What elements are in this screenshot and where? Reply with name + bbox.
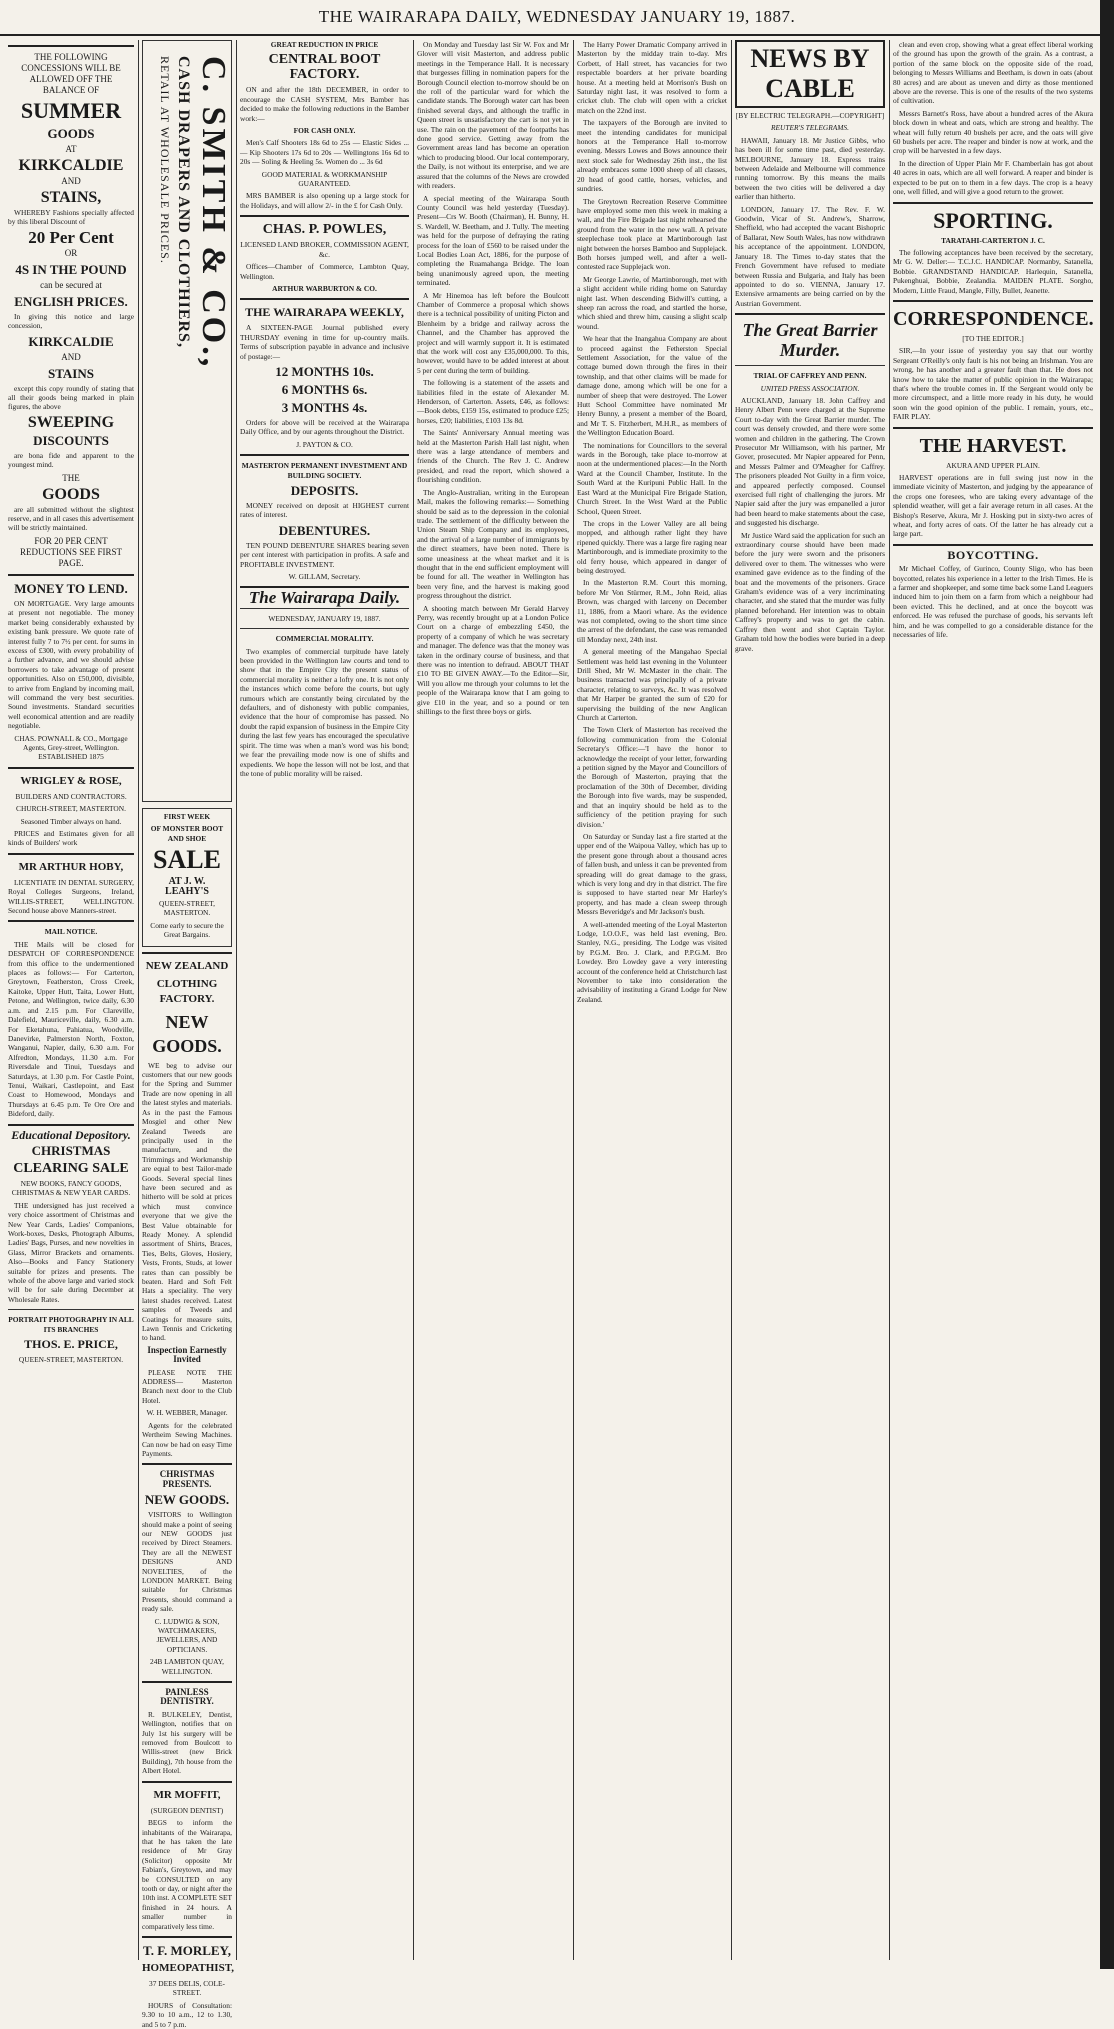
news-item: A general meeting of the Mangahao Special Settlement was held last evening in the Volunteer Drill Shed, Mr W. McMaster in the chair. The business transacted was principally of a private character, relating to surveys, &c. It was resolved that Mr Harper be granted the sum of £20 for supervising the building of the new Anglican Church at Carterton. <box>577 647 727 723</box>
central-boot-heading: CENTRAL BOOT FACTORY. <box>268 52 381 83</box>
clearing-heading: CLEARING SALE <box>13 1160 129 1176</box>
prices-text: PRICES and Estimates given for all kinds of Builders' work <box>8 829 134 848</box>
ludwig-text: C. LUDWIG & SON, WATCHMAKERS, JEWELLERS, AND OPTICIANS. <box>154 1616 220 1654</box>
news-item: We hear that the Inangahua Company are about to proceed against the Fetherston Special Settlement Association, for the value of the cottage bumed down through the fires in their township, and that other claims will be made for damage done, among which will be one for a number of sheep that were destroyed. The Lower Hutt School Committee have nominated Mr Henry Bunny, a present a member of the Board, and Mr T. S. Fitzherbert, M.H.R., as members of the Wellington Education Board. <box>577 334 727 438</box>
material-guarantee: GOOD MATERIAL & WORKMANSHIP GUARANTEED. <box>261 169 388 189</box>
column-news-4 <box>417 40 569 1960</box>
news-item: A shooting match between Mr Gerald Harvey Perry, was recently brought up at a London Police Court on a charge of embezzling £450, the property of a company of which he was secretary and manager. The defence was that the money was taken in the ordinary course of business, and that there was no intention to defraud. ABOUT THAT £10 TO BE GIVEN AWAY.—To the Editor—Sir, Will you allow me through your columns to let the people of the Wairarapa know that I am going to give £10 in the year, and so a pound or ten shillings to the first three boys or girls. <box>417 603 569 717</box>
pownall-signature: CHAS. POWNALL & CO., Mortgage Agents, Grey-street, Wellington. ESTABLISHED 1875 <box>14 733 128 762</box>
harvest-item: In the direction of Upper Plain Mr F. Chamberlain has got about 40 acres in oats, which are all well forward. A reaper and binder is expected to be put on to them in a few days. The crop is a heavy one, well filled, and will give a good return to the grower. <box>893 158 1093 197</box>
powles-subheading: LICENSED LAND BROKER, COMMISSION AGENT, &c. <box>240 240 409 259</box>
months-12: 12 MONTHS 10s. <box>275 363 374 379</box>
news-by-cable-heading: NEWS BY CABLE <box>735 40 885 108</box>
news-item: The Harry Power Dramatic Company arrived in Masterton by the midday train to-day. Mrs Corbett, of Hall street, has vacancies for two respectable boarders at her private boarding house. At a meeting held at Morrison's Bush on Saturday night last, it was resolved to form a cricket club. The club will open with a cricket match on the 22nd inst. <box>577 40 727 115</box>
notice-text: In giving this notice and large concession, <box>8 311 134 331</box>
christmas-heading: CHRISTMAS <box>31 1142 111 1158</box>
leahy-address: QUEEN-STREET, MASTERTON. <box>159 899 215 918</box>
bulkeley-text: R. BULKELEY, Dentist, Wellington, notifies that on July 1st his surgery will be removed from Boulcott to Willis-street (new Brick Building), 7th house from the Albert Hotel. <box>142 1709 232 1776</box>
news-item: On Monday and Tuesday last Sir W. Fox and Mr Glover will visit Masterton, and address public meetings in the Temperance Hall. It is necessary that burgesses filling in nomination papers for the Borough Council election to-morrow should be on the roll of the particular ward for which the candidate stands. The Borough water cart has been finished several days, and although the traffic in Queen street is unsatisfactory the cart is not yet in use. The rain on the pavement of the footpaths has done good service. Getting away from the Government areas land has become an operation which to producing blood. Our local contemporary, the Daily, is not without its enterprise, and we are assured that the columns of the News are crowded with readers. <box>417 40 569 191</box>
percent-heading: 20 Per Cent <box>28 227 114 247</box>
barrier-murder-heading: The Great Barrier Murder. <box>742 320 878 361</box>
bona-fide-text: are bona fide and apparent to the youngest mind. <box>8 450 134 470</box>
agents-text: Agents for the celebrated Wertheim Sewing Machines. Can now be had on easy Time Payments. <box>142 1420 232 1458</box>
english-prices: ENGLISH PRICES. <box>14 293 128 309</box>
column-rule <box>889 40 890 1960</box>
cash-only-text: FOR CASH ONLY. <box>293 126 356 136</box>
hoby-heading: MR ARTHUR HOBY, <box>18 860 124 873</box>
mail-body: THE Mails will be closed for DESPATCH OF CORRESPONDENCE from this office to the undermentioned places as follows:— For Carterton, Greytown, Featherston, Cross Creek, Kaitoke, Upper Hutt, Taita, Lower Hutt, Petone, and Wellington, twice daily, 6.30 a.m. and 2.15 p.m. For Clareville, Dalefield, Mauriceville, daily, 6.30 a.m. For Eketahuna, Pahiatua, Woodville, Danevirke, Palmerston North, Foxton, Wanganui, Napier, daily, 6.30 a.m. For Alfredton, Mondays, 11.30 a.m. For Riversdale and Tinui, Tuesdays and Saturdays, at 1.30 p.m. For Castle Point, Tenui, Waikari, Castlepoint, and East Coast to Homewood, Mondays and Thursdays at 6.45 p.m. Te Ore Ore and Bideford, daily. <box>8 939 134 1119</box>
column-rule <box>236 40 237 1960</box>
great-reduction-text: GREAT REDUCTION IN PRICE <box>270 40 379 49</box>
money-body: ON MORTGAGE. Very large amounts at present not negotiable. The money market being considerably exhausted by existing bank pressure. We quote rate of interest fully 7 to 7½ per cent. for sums in excess of £300, with every probability of a further advance, and we should advise borrowers to take advantage of present opportunities. Also on £50,000, divisible, to arrive from England by incoming mail, will command the very best securities. Sound investments. Standard securities well economical attention and are readily negotiable. <box>8 598 134 731</box>
news-item: The taxpayers of the Borough are invited to meet the intending candidates for municipal honors at the Temperance Hall to-morrow evening. Messrs Lowes and Bows announce their next stock sale for Wednesday 26th inst., the list already embraces some 1000 sheep of all classes, 20 head of good cattle, horses, vehicles, and sundries. <box>577 118 727 194</box>
wrigley-heading: WRIGLEY & ROSE, <box>20 774 122 787</box>
monster-text: OF MONSTER BOOT AND SHOE <box>150 824 224 843</box>
commercial-heading: COMMERCIAL MORALITY. <box>275 634 374 644</box>
trial-body: AUCKLAND, January 18. John Caffrey and Henry Albert Penn were charged at the Supreme Court to-day with the Great Barrier murder. The court was densely crowded, and there were some women and children in the gathering. The Crown Prosecutor Mr Williamson, with his partner, Mr Gover, prosecuted. Mr Napier appeared for Penn, and Messrs Palmer and O'Meagher for Caffrey. The prisoners pleaded Not Guilty in a firm voice, and appeared perfectly composed. Counsel exercised full right of challenging the jurors. Mr Napier said after the jury was empanelled a juror had been heard to make statements about the case, and suggested his discharge. <box>735 395 885 528</box>
cable-subheading: [BY ELECTRIC TELEGRAPH.—COPYRIGHT] <box>735 111 885 120</box>
harvest-item: clean and even crop, showing what a great effect liberal working of the ground has upon the growth of the grain. As a contrast, a portion of the same block on the opposite side of the road, belonging to Messrs Williams and Beetham, is down in oats (about 80 acres) and are about as uneven and dirty as those mentioned above are the reverse. This is one of the results of the two systems of cultivation. <box>893 40 1093 106</box>
visitors-text: VISITORS to Wellington should make a point of seeing our NEW GOODS just received by Direct Steamers. They are all the NEWEST DESIGNS AND NOVELTIES, of the LONDON MARKET. Being suitable for Christmas Presents, should command a ready sale. <box>142 1510 232 1614</box>
news-item: The Town Clerk of Masterton has received the following communication from the Colonial Secretary's Office:—'I have the honor to acknowledge the receipt of your letter, forwarding a petition signed by the Mayor and Councillors of the Borough of Masterton, praying that the proclamation of the 30th of December, dividing the Borough into five wards, may be suspended, and that an inquiry should be held as to the sufficiency of the petition praying for such division.' <box>577 725 727 829</box>
column-rule <box>413 40 414 1960</box>
gillam-signature: W. GILLAM, Secretary. <box>288 572 361 581</box>
deposits-body: MONEY received on deposit at HIGHEST current rates of interest. <box>240 500 409 520</box>
stains-heading: STAINS, <box>40 189 102 206</box>
leahy-name: AT J. W. LEAHY'S <box>165 876 209 897</box>
goods-heading: GOODS <box>47 126 95 141</box>
harvest-heading: THE HARVEST. <box>919 434 1067 457</box>
address-note: PLEASE NOTE THE ADDRESS— Masterton Branch next door to the Club Hotel. <box>142 1367 232 1405</box>
powles-body: Offices—Chamber of Commerce, Lambton Quay, Wellington. <box>240 262 409 281</box>
building-society-heading: MASTERTON PERMANENT INVESTMENT AND BUILDING SOCIETY. <box>241 461 408 480</box>
goods-heading-2: GOODS <box>42 485 100 503</box>
christmas-presents-heading: CHRISTMAS PRESENTS. <box>159 1469 215 1489</box>
news-item: The Greytown Recreation Reserve Committee have employed some men this week in making a wall, and the Fire Brigade last night rehearsed the ground from the water in the new wall. A private steeplechase took place at Martinborough last night between the horses Bamboo and Supplejack. Both horses jumped well, and after a well-contested race Supplejack won. <box>577 196 727 272</box>
sale-heading: SALE <box>153 845 221 875</box>
column-rule <box>731 40 732 1960</box>
commercial-body: Two examples of commercial turpitude have lately been provided in the Wellington law courts and tend to show that in the Empire City the present status of commercial morality is neither a lofty one. It is not only the instances which come before the courts, but ugly rumours which are constantly being circulated by the defaulters, and of dishonesty with public companies, evidence that the hour of compromise has passed. No doubt the rapid expansion of business in the Empire City during the last few years has encouraged the speculative spirit. The time was when a man's word was his bond; we fear the prevailing mode now is one of shifts and expedients. We hope the lesson will not be lost, and that the tone of public morality will be raised. <box>240 646 409 778</box>
column-news-5 <box>577 40 727 1960</box>
harvest-item: Messrs Barnett's Ross, have about a hundred acres of the Akura block down in wheat and oats, which are strong and healthy. The wheat will fully return 40 bushels per acre, and the oats will give 60 bushels per acre. The reaper and binder is now at work, and the crop will be harvested in a few days. <box>893 108 1093 156</box>
hoby-body: LICENTIATE IN DENTAL SURGERY, Royal Colleges Surgeons, Ireland, WILLIS-STREET, WELLINGTON. Second house above Manners-street. <box>8 877 134 916</box>
clothing-heading: CLOTHING FACTORY. <box>156 977 218 1005</box>
smith-drapers: CASH DRAPERS AND CLOTHIERS, <box>175 56 192 348</box>
kirkcaldie-heading-2: KIRKCALDIE <box>28 333 114 349</box>
page-edge <box>1100 0 1114 1969</box>
column-cable-news <box>735 40 885 1960</box>
leahy-note: Come early to secure the Great Bargains. <box>150 920 224 940</box>
weekly-body: A SIXTEEN-PAGE Journal published every THURSDAY evening in time for up-country mails. Terms of subscription payable in advance and inclusive of postage:— <box>240 323 409 361</box>
money-heading: MONEY TO LEND. <box>14 580 128 596</box>
debentures-heading: DEBENTURES. <box>278 522 371 538</box>
at-text: AT <box>65 144 77 154</box>
boycotting-body: Mr Michael Coffey, of Gurinco, County Sligo, who has been boycotted, relates his experience in a letter to the Irish Times. He is a farmer and shopkeeper, and some time back some Land Leaguers induced him to join them on a farm from which a neighbour had been evicted. This he declined, and at once the boycott was enforced. He was refused the purchase of goods, his servants left him, and he was compelled to go a considerable distance for the necessaries of life. <box>893 564 1093 640</box>
portrait-heading: PORTRAIT PHOTOGRAPHY IN ALL ITS BRANCHES <box>8 1315 134 1334</box>
price-heading: THOS. E. PRICE, <box>24 1337 118 1352</box>
cable-item: LONDON, January 17. The Rev. F. W. Goodwin, Vicar of St. Andrew's, Sharrow, Sheffield, who had accepted the vacant Bishopric of Ballarat, New South Wales, has now withdrawn his acceptance of the appointment. LONDON, January 18. The Times to-day states that the French Government have refused to mediate between Russia and Bulgaria, and Italy has been appointed to do so. VIENNA, January 17. Extensive armaments are being carried on by the Austrian Government. <box>735 204 885 308</box>
news-item: In the Masterton R.M. Court this morning, before Mr Von Stürmer, R.M., John Reid, alias Brown, was charged with larceny on December 11, 1886, from a Maori whare. As the evidence was not completed, owing to the short time since the arrest of the defendant, the case was remanded till Monday next, 24th inst. <box>577 578 727 644</box>
submitted-text: are all submitted without the slightest reserve, and in all cases this advertisement will be strictly maintained. <box>8 504 134 533</box>
homeopathist-heading: HOMEOPATHIST, <box>142 1961 234 1974</box>
news-item: On Saturday or Sunday last a fire started at the upper end of the Waipoua Valley, which has up to the present gone through about a thousand acres of fallen bush, and unless it can be prevented from spreading will do great damage to the grass, which is very long and dry in that district. The fire is supposed to have started near Mr Harley's property, and has made a clean sweep through Messrs Beveridge's and Mr Jackson's bush. <box>577 831 727 917</box>
builders-text: BUILDERS AND CONTRACTORS. <box>15 791 127 801</box>
smith-name: C. SMITH & CO., <box>195 56 232 370</box>
reuter-heading: REUTER'S TELEGRAMS. <box>771 123 849 133</box>
ludwig-address: 24B LAMBTON QUAY, WELLINGTON. <box>150 1657 224 1676</box>
moffit-subheading: (SURGEON DENTIST) <box>150 1805 224 1815</box>
except-text: except this copy roundly of stating that all their goods being marked in plain figures, the above <box>8 383 134 412</box>
educational-heading: Educational Depository. <box>11 1127 131 1142</box>
akura-subheading: AKURA AND UPPER PLAIN. <box>946 460 1040 470</box>
the-text: THE <box>62 472 80 483</box>
secured-text: can be secured at <box>40 279 102 290</box>
or-text: OR <box>64 247 78 258</box>
whereby-text: WHEREBY Fashions specially affected by this liberal Discount of <box>8 208 134 227</box>
news-item: The Saints' Anniversary Annual meeting was held at the Masterton Parish Hall last night, when there was a large attendance of members and friends of the Church. The Rev J. C. Andrew presided, and read the report, which showed a flourishing condition. <box>417 428 569 485</box>
leahy-advert <box>142 808 232 947</box>
central-body: ON and after the 18th DECEMBER, in order to encourage the CASH SYSTEM, Mrs Bamber has decided to make the following reductions in the Bamber work:— <box>240 85 409 123</box>
news-item: The crops in the Lower Valley are all being mopped, and although rather light they have ripened quickly. There was a large fire raging near Martinborough, and is immediate proximity to the old ferry house, which appeared in danger of being destroyed. <box>577 518 727 575</box>
smith-rotated <box>143 56 233 786</box>
pound-heading: 4S IN THE POUND <box>15 261 127 277</box>
and-text-2: AND <box>61 351 81 362</box>
column-rule <box>573 40 574 1960</box>
discounts-heading: DISCOUNTS <box>33 432 109 448</box>
months-3: 3 MONTHS 4s. <box>281 399 368 415</box>
daily-title: The Wairarapa Daily. <box>248 588 401 608</box>
new-books-text: NEW BOOKS, FANCY GOODS, CHRISTMAS & NEW YEAR CARDS. <box>11 1178 131 1198</box>
moffit-body: BEGS to inform the inhabitants of the Wairarapa, that he has taken the late residence of Mr Gray (Solicitor) opposite Mr Fabian's, Greytown, and may be CONSULTED on any tooth or day, or night after the 10th inst. A COMPLETE SET finished in 24 hours. A smaller number in comparatively less time. <box>142 1818 232 1931</box>
smith-retail: RETAIL AT WHOLESALE PRICES. <box>158 56 172 264</box>
trial-body: Mr Justice Ward said the application for such an extraordinary course should have been made before the jury were sworn and the prisoners delivered over to them. The witnesses who were examined gave evidence as to the finding of the boat and the movements of the prisoners. Grace Graham's evidence was of a very incriminating character, and she stated that the murder was fully planned beforehand. Her intention was to obtain Caffrey's property and was to get the cabin. Caffrey then went and shot Captain Taylor. Graham told how the bodies were buried in a deep grave. <box>735 530 885 653</box>
boot-prices: Men's Calf Shooters 18s 6d to 25s — Elastic Sides ... — Kip Shooters 17s 6d to 20s — Wellingtons 16s 6d to 20s — Soling & Heeling 5s. Women do ... 3s 6d <box>240 138 409 167</box>
taratahi-heading: TARATAHI-CARTERTON J. C. <box>941 235 1045 245</box>
morley-hours: HOURS of Consultation: 9.30 to 10 a.m., 12 to 1.30, and 5 to 7 p.m. <box>142 2000 232 2029</box>
news-item: A Mr Hinemoa has left before the Boulcott Chamber of Commerce a proposal which shows there is a technical possibility of uniting Picton and Blenheim by a bridge and railway across the Channel, and the Chamber has approved the project and will warmly support it. It is estimated that the work will cost any £35,000,000. To this, however, would have to be added interest at about 5 per cent during the term of building. <box>417 290 569 375</box>
column-rule <box>138 40 139 1960</box>
timber-text: Seasoned Timber always on hand. <box>20 816 122 826</box>
column-ads-left <box>8 40 134 1960</box>
sporting-body: The following acceptances have been received by the secretary, Mr G. W. Deller:— T.C.J.C. HANDICAP. Normanby, Satanella, Bobbie. GRANDSTAND HANDICAP. Harlequin, Satanella, Pukenghuai, Bobbie, Zealandia. MAIDEN PLATE. Sorgho, Modern, Little Fraud, Mangle, Filly, Bullet, Jeanette. <box>893 247 1093 295</box>
correspondence-body: SIR,—In your issue of yesterday you say that our worthy Sergeant O'Reilly's only fault is his not being an Irishman. You are wrong, he has another and a greater fault than that. He does not know how to take the matter of public opinion in the Wairarapa; that's where the trouble comes in. If the Sergeant would only be more circumspect, and a little more ready in his duty, he would soon win the good opinion of the public. I remain, yours, etc., FAIR PLAY. <box>893 346 1093 422</box>
kirkcaldie-intro: THE FOLLOWING CONCESSIONS WILL BE ALLOWED OFF THE BALANCE OF <box>21 52 121 95</box>
news-item: A special meeting of the Wairarapa South County Council was held yesterday (Tuesday). Present—Crs W. Booth (Chairman), H. Bunny, H. S. Wardell, W. Beetham, and J. Tully. The meeting was held for the purpose of defraying the rating process for the loan of £560 to be raised under the Local Bodies Loan Act, 1886, for the purpose of completing the Ruamahanga Bridge. The loan being unanimously agreed upon, the meeting terminated. <box>417 193 569 288</box>
reductions-note: FOR 20 PER CENT REDUCTIONS SEE FIRST PAGE. <box>19 535 122 568</box>
news-item: The Anglo-Australian, writing in the European Mail, makes the following remarks:— Something should be said as to the depression in the colonial trade. The settlement of the difficulty between the Union Steam Ship Company and its employees, and the arrival of a large number of immigrants by the direct steamers, have been noted. There is some uneasiness at the wheat market and it is thought that in the end sufficient employment will be found for all. The weather in Wellington has been very fine, and the harvest is making good progress throughout the district. <box>417 487 569 601</box>
church-street-text: CHURCH-STREET, MASTERTON. <box>16 804 126 814</box>
new-goods-heading: NEW GOODS. <box>152 1011 222 1056</box>
painless-heading: PAINLESS DENTISTRY. <box>160 1687 214 1707</box>
column-ads-third <box>240 40 409 1960</box>
powles-heading: CHAS. P. POWLES, <box>262 222 387 238</box>
weekly-heading: THE WAIRARAPA WEEKLY, <box>245 305 404 320</box>
summer-heading: SUMMER <box>20 98 122 123</box>
sporting-heading: SPORTING. <box>933 207 1053 233</box>
dateline: WEDNESDAY, JANUARY 19, 1887. <box>268 613 381 623</box>
kirkcaldie-heading: KIRKCALDIE <box>18 157 124 174</box>
stains-heading-2: STAINS <box>47 365 94 381</box>
and-text: AND <box>61 176 81 186</box>
sweeping-heading: SWEEPING <box>27 413 115 431</box>
press-association-text: UNITED PRESS ASSOCIATION. <box>760 383 860 393</box>
trial-heading: TRIAL OF CAFFREY AND PENN. <box>753 371 867 381</box>
harvest-body: HARVEST operations are in full swing just now in the immediate vicinity of Masterton, and judging by the appearance of the crops one foresees, who are taking every advantage of the splendid weather, will get a fair average return in all cases. At the Bishop's Reserve, Akura, Mr J. Hosking put in sixty-two acres of wheat, and forty acres of oats. Of the latter he has already cut a large part. <box>893 473 1093 539</box>
weekly-note: Orders for above will be received at the Wairarapa Daily Office, and by our agents throughout the District. <box>240 417 409 437</box>
boycotting-heading: BOYCOTTING. <box>947 547 1039 562</box>
first-week-text: FIRST WEEK <box>163 812 211 821</box>
news-item: A well-attended meeting of the Loyal Masterton Lodge, I.O.O.F., was held last evening, Bro. Stanley, N.G., presiding. The Lodge was visited by P.G.M. Bro. J. Clark, and P.P.G.M. Bro Lowdey. Bro Lowdey gave a very interesting account of the conference held at Christchurch last November to take into consideration the advisability of instituting a Grand Lodge for New Zealand. <box>577 919 728 1004</box>
column-news-7 <box>893 40 1093 1960</box>
smith-advert <box>142 40 232 802</box>
nz-heading: NEW ZEALAND <box>145 959 229 972</box>
moffit-heading: MR MOFFIT, <box>153 1788 221 1801</box>
news-item: The following is a statement of the assets and liabilities filed in the estate of Alexander M. Henderson, of Carterton. Assets, £46, as follows:—Book debts, £159 15s, estimated to produce £25; horses, £20; liabilities, £103 13s 8d. <box>417 378 569 425</box>
column-ads-second <box>142 40 234 2029</box>
news-item: Mr George Lawrie, of Martinborough, met with a slight accident while riding home on Saturday night last. When descending Bidwill's cutting, a sheep ran across the road, and startled the horse, which shied and threw him, causing a slight scalp wound. <box>577 274 727 331</box>
morley-address: 37 DEES DELIS, COLE-STREET. <box>149 1978 225 1998</box>
masthead: THE WAIRARAPA DAILY, WEDNESDAY JANUARY 19, 1887. <box>0 0 1114 36</box>
morley-heading: T. F. MORLEY, <box>142 1942 231 1958</box>
months-6: 6 MONTHS 6s. <box>281 381 368 397</box>
depository-body: THE undersigned has just received a very choice assortment of Christmas and New Year Cards, Ladies' Companions, Work-boxes, Desks, Photograph Albums, Ladies' Bags, Purses, and new novelties in Glass, Mirror Brackets and ornaments. Also—Books and Fancy Stationery suitable for prizes and presents. The whole of the above large and varied stock will be for sale during December at Wholesale Rates. <box>8 1200 134 1304</box>
correspondence-heading: CORRESPONDENCE. <box>893 307 1094 330</box>
payton-signature: J. PAYTON & CO. <box>296 439 353 449</box>
mail-heading: MAIL NOTICE. <box>44 927 98 937</box>
new-goods-heading-2: NEW GOODS. <box>144 1492 230 1508</box>
cable-item: HAWAII, January 18. Mr Justice Gibbs, who has been ill for some time past, died yesterday. MELBOURNE, January 18. Express trains between Adelaide and Melbourne will commence running tomorrow. By this means the mails between the two cities will be delivered a day earlier than hitherto. <box>735 135 885 202</box>
price-address: QUEEN-STREET, MASTERTON. <box>18 1355 124 1365</box>
news-item: The nominations for Councillors to the several wards in the Borough, take place to-morrow at noon at the undermentioned places:—In the North Ward at the Council Chamber, Institute. In the South Ward at the Kuripuni Public Hall. In the East Ward at the Municipal Fire Brigade Station, Church Street. In the West Ward at the Public School, Queen Street. <box>577 440 727 516</box>
nz-body: WE beg to advise our customers that our new goods for the Spring and Summer Trade are now opening in all the latest styles and materials. As in the past the Famous Mosgiel and other New Zealand Tweeds are principally used in the manufacture, and the Trimmings and Workmanship are equal to best Tailor-made Goods. Several special lines have been secured and as hitherto will be sold at prices which must convince everyone that we give the Best Value obtainable for Ready Money. A splendid assortment of Shirts, Braces, Ties, Belts, Gloves, Hosiery, Vests, Fronts, Studs, at lower rates than can possibly be beaten. Hard and Soft Felt Hats a speciality. The very latest shades received. Latest samples of Tweeds and Coatings for measure suits, Lawn Tennis and Cricketing to hand. <box>142 1060 232 1343</box>
debentures-body: TEN POUND DEBENTURE SHARES bearing seven per cent interest with participation in profits. A safe and PROFITABLE INVESTMENT. <box>240 540 409 569</box>
to-editor-text: [TO THE EDITOR.] <box>962 333 1024 343</box>
warburton-text: ARTHUR WARBURTON & CO. <box>272 283 377 293</box>
deposits-heading: DEPOSITS. <box>290 482 359 498</box>
webber-signature: W. H. WEBBER, Manager. <box>146 1408 228 1418</box>
inspection-text: Inspection Earnestly Invited <box>147 1344 227 1365</box>
bamber-note: MRS BAMBER is also opening up a large stock for the Holidays, and will allow 2/- in the £ for Cash Only. <box>240 191 409 210</box>
